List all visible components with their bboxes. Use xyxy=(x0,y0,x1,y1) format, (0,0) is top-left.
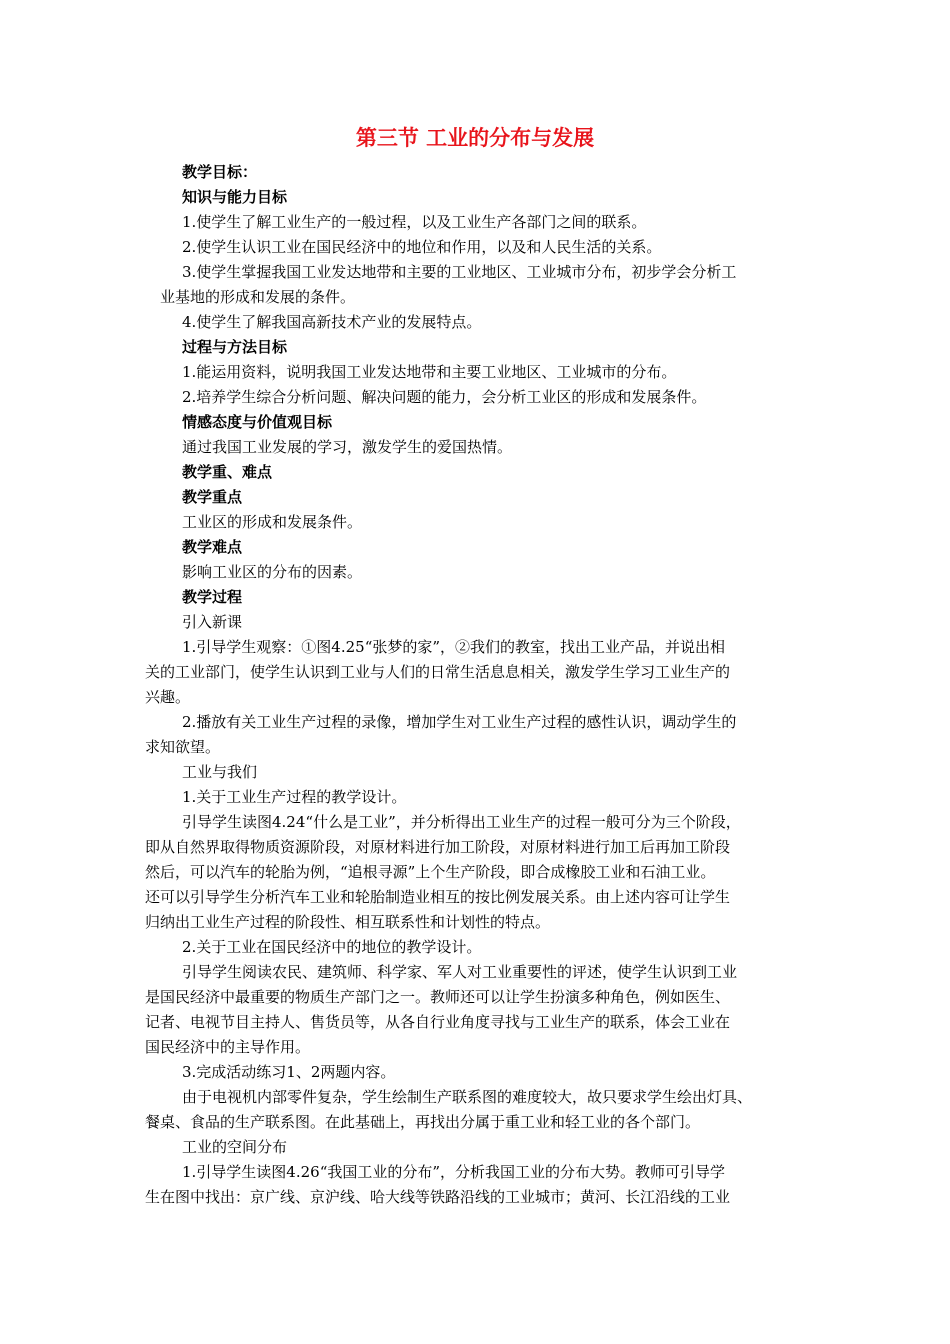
text-line: 1.关于工业生产过程的教学设计。 xyxy=(182,788,407,806)
text-line: 3.完成活动练习1、2两题内容。 xyxy=(182,1063,396,1081)
text-line: 由于电视机内部零件复杂，学生绘制生产联系图的难度较大，故只要求学生绘出灯具、 xyxy=(182,1088,753,1106)
text-line: 2.关于工业在国民经济中的地位的教学设计。 xyxy=(182,938,482,956)
text-line: 1.引导学生读图4.26“我国工业的分布”，分析我国工业的分布大势。教师可引导学 xyxy=(182,1163,726,1181)
text-line: 求知欲望。 xyxy=(145,738,221,756)
text-line: 业基地的形成和发展的条件。 xyxy=(160,288,356,306)
text-line: 工业的空间分布 xyxy=(182,1138,288,1156)
text-line: 1.使学生了解工业生产的一般过程，以及工业生产各部门之间的联系。 xyxy=(182,213,647,231)
section-heading: 知识与能力目标 xyxy=(182,188,288,206)
section-heading: 情感态度与价值观目标 xyxy=(182,413,333,431)
section-heading: 教学重点 xyxy=(182,488,243,506)
text-line: 1.引导学生观察：①图4.25“张梦的家”，②我们的教室，找出工业产品，并说出相 xyxy=(182,638,726,656)
text-line: 工业与我们 xyxy=(182,763,258,781)
text-line: 兴趣。 xyxy=(145,688,191,706)
text-line: 3.使学生掌握我国工业发达地带和主要的工业地区、工业城市分布，初步学会分析工 xyxy=(182,263,737,281)
text-line: 餐桌、食品的生产联系图。在此基础上，再找出分属于重工业和轻工业的各个部门。 xyxy=(145,1113,701,1131)
text-line: 工业区的形成和发展条件。 xyxy=(182,513,363,531)
text-line: 2.培养学生综合分析问题、解决问题的能力，会分析工业区的形成和发展条件。 xyxy=(182,388,707,406)
text-line: 2.使学生认识工业在国民经济中的地位和作用，以及和人民生活的关系。 xyxy=(182,238,662,256)
text-line: 还可以引导学生分析汽车工业和轮胎制造业相互的按比例发展关系。由上述内容可让学生 xyxy=(145,888,731,906)
text-line: 国民经济中的主导作用。 xyxy=(145,1038,311,1056)
text-line: 2.播放有关工业生产过程的录像，增加学生对工业生产过程的感性认识，调动学生的 xyxy=(182,713,737,731)
text-line: 即从自然界取得物质资源阶段，对原材料进行加工阶段，对原材料进行加工后再加工阶段 xyxy=(145,838,731,856)
text-line: 记者、电视节目主持人、售货员等，从各自行业角度寻找与工业生产的联系，体会工业在 xyxy=(145,1013,731,1031)
text-line: 通过我国工业发展的学习，激发学生的爱国热情。 xyxy=(182,438,513,456)
text-line: 关的工业部门，使学生认识到工业与人们的日常生活息息相关，激发学生学习工业生产的 xyxy=(145,663,731,681)
text-line: 生在图中找出：京广线、京沪线、哈大线等铁路沿线的工业城市；黄河、长江沿线的工业 xyxy=(145,1188,731,1206)
section-heading: 过程与方法目标 xyxy=(182,338,288,356)
text-line: 4.使学生了解我国高新技术产业的发展特点。 xyxy=(182,313,482,331)
text-line: 是国民经济中最重要的物质生产部门之一。教师还可以让学生扮演多种角色，例如医生、 xyxy=(145,988,731,1006)
text-line: 引入新课 xyxy=(182,613,243,631)
text-line: 1.能运用资料，说明我国工业发达地带和主要工业地区、工业城市的分布。 xyxy=(182,363,677,381)
section-heading: 教学难点 xyxy=(182,538,243,556)
text-line: 引导学生读图4.24“什么是工业”，并分析得出工业生产的过程一般可分为三个阶段， xyxy=(182,813,741,831)
text-line: 影响工业区的分布的因素。 xyxy=(182,563,363,581)
section-heading: 教学目标： xyxy=(182,163,258,181)
section-heading: 教学过程 xyxy=(182,588,243,606)
page-title: 第三节 工业的分布与发展 xyxy=(355,126,595,150)
text-line: 然后，可以汽车的轮胎为例，“追根寻源”上个生产阶段，即合成橡胶工业和石油工业。 xyxy=(145,863,716,881)
text-line: 引导学生阅读农民、建筑师、科学家、军人对工业重要性的评述，使学生认识到工业 xyxy=(182,963,738,981)
text-line: 归纳出工业生产过程的阶段性、相互联系性和计划性的特点。 xyxy=(145,913,551,931)
section-heading: 教学重、难点 xyxy=(182,463,273,481)
